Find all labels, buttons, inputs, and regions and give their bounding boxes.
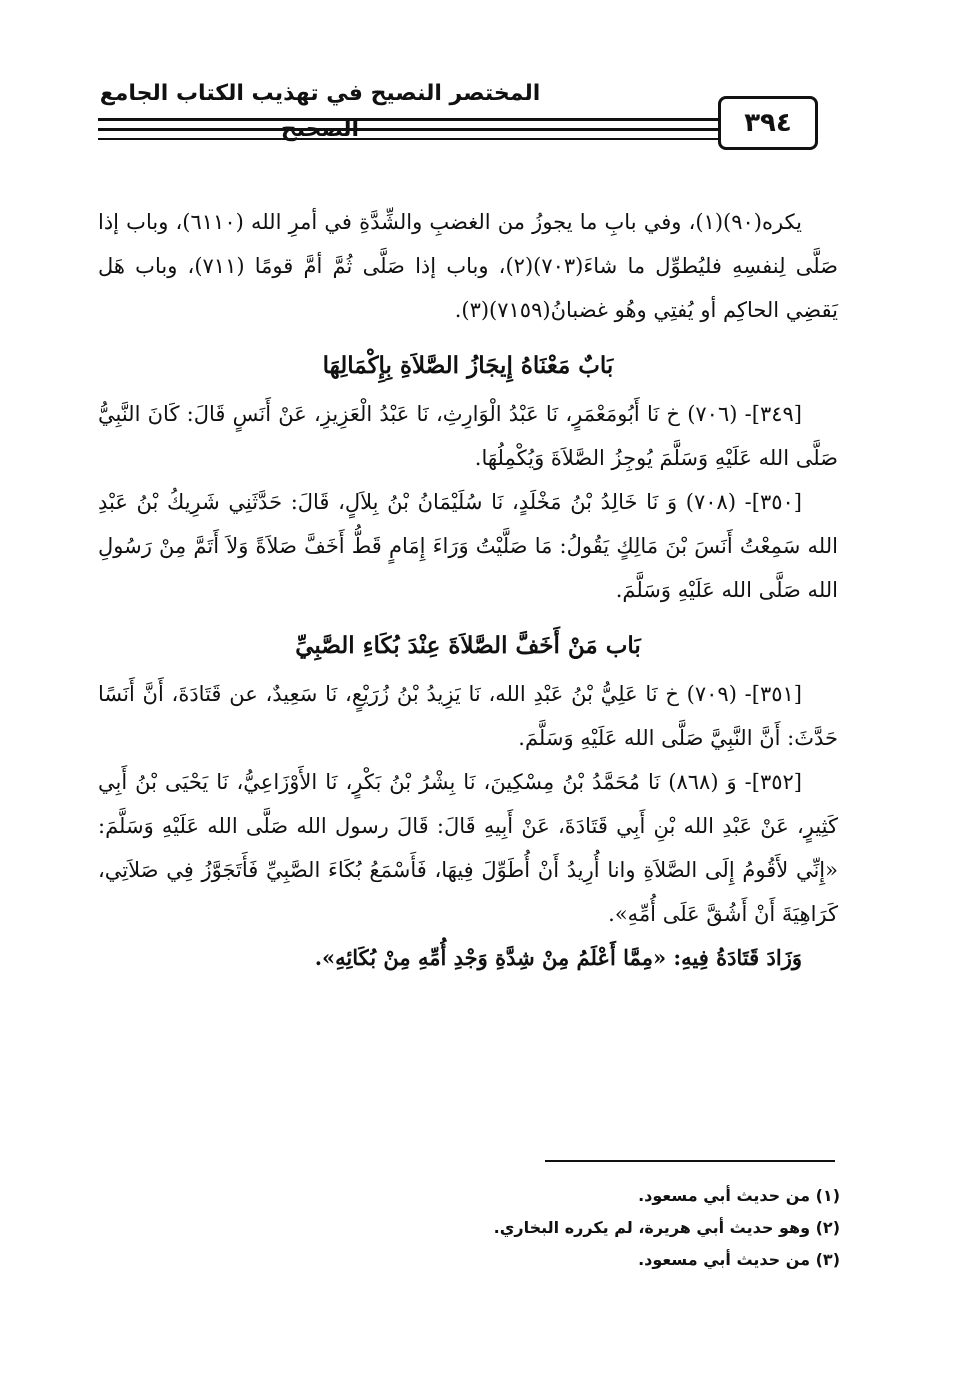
- header-rule: [98, 118, 720, 121]
- intro-paragraph: يكره(٩٠)(١)، وفي بابِ ما يجوزُ من الغضبِ والشِّدَّةِ في أمرِ الله (٦١١٠)، وباب إذا صَلَّى لِنفسِهِ فليُطوِّل ما شاءَ(٧٠٣)(٢)، وباب إذا صَلَّى ثُمَّ أمَّ قومًا (٧١١)، وباب هَل يَقضِي الحاكِم أو يُفتِي وهُو غضبانُ(٧١٥٩)(٣).: [98, 210, 839, 322]
- hadith-paragraph: وَزَادَ قَتَادَةُ فِيهِ: «مِمَّا أَعْلَمُ مِنْ شِدَّةِ وَجْدِ أُمِّهِ مِنْ بُكَائِهِ».: [314, 945, 802, 970]
- footnote-separator: [545, 1160, 835, 1162]
- page-number: ٣٩٤: [718, 96, 818, 150]
- footnotes: [420, 1180, 840, 1276]
- running-title: المختصر النصيح في تهذيب الكتاب الجامع الصحيح: [99, 81, 541, 142]
- header-rule: [98, 138, 720, 140]
- section-heading: بَاب مَنْ أَخَفَّ الصَّلاَةَ عِنْدَ بُكَاءِ الصَّبِيِّ: [295, 632, 641, 659]
- hadith-paragraph: [٣٤٩]- (٧٠٦) خ نَا أَبُومَعْمَرٍ، نَا عَبْدُ الْوَارِثِ، نَا عَبْدُ الْعَزِيزِ، عَنْ أَنَسٍ قَالَ: كَانَ النَّبِيُّ صَلَّى الله عَلَيْهِ وَسَلَّمَ يُوجِزُ الصَّلاَةَ وَيُكْمِلُهَا.: [98, 402, 838, 470]
- footnote: (١) من حديث أبي مسعود.: [638, 1186, 840, 1205]
- hadith-paragraph: [٣٥٠]- (٧٠٨) وَ نَا خَالِدُ بْنُ مَخْلَدٍ، نَا سُلَيْمَانُ بْنُ بِلاَلٍ، قَالَ: حَدَّثَنِي شَرِيكُ بْنُ عَبْدِ الله سَمِعْتُ أَنَسَ بْنَ مَالِكٍ يَقُولُ: مَا صَلَّيْتُ وَرَاءَ إِمَامٍ قَطُّ أَخَفَّ صَلاَةً وَلاَ أَتَمَّ مِنْ رَسُولِ الله صَلَّى الله عَلَيْهِ وَسَلَّمَ.: [98, 490, 838, 602]
- footnote: (٢) وهو حديث أبي هريرة، لم يكرره البخاري.: [493, 1218, 840, 1237]
- header-rule: [98, 128, 720, 131]
- hadith-paragraph: [٣٥٢]- وَ (٨٦٨) نَا مُحَمَّدُ بْنُ مِسْكِينَ، نَا بِشْرُ بْنُ بَكْرٍ، نَا الأَوْزَاعِيُّ، نَا يَحْيَى بْنُ أَبِي كَثِيرٍ، عَنْ عَبْدِ الله بْنِ أَبِي قَتَادَةَ، عَنْ أَبِيهِ قَالَ: قَالَ رسول الله صَلَّى الله عَلَيْهِ وَسَلَّمَ: «إِنِّي لأَقُومُ إِلَى الصَّلاَةِ وانا أُرِيدُ أَنْ أُطَوِّلَ فِيهَا، فَأَسْمَعُ بُكَاءَ الصَّبِيِّ فَأَتَجَوَّزُ فِي صَلاَتِي، كَرَاهِيَةَ أَنْ أَشُقَّ عَلَى أُمِّهِ».: [98, 770, 838, 926]
- section-heading: بَابٌ مَعْنَاهُ إِيجَازُ الصَّلاَةِ بِإِكْمَالِهَا: [322, 352, 614, 379]
- main-text: [98, 200, 838, 980]
- footnote: (٣) من حديث أبي مسعود.: [638, 1250, 840, 1269]
- hadith-paragraph: [٣٥١]- (٧٠٩) خ نَا عَلِيُّ بْنُ عَبْدِ الله، نَا يَزِيدُ بْنُ زُرَيْعٍ، نَا سَعِيدٌ، عن قَتَادَةَ، أَنَّ أَنَسًا حَدَّثَ: أَنَّ النَّبِيَّ صَلَّى الله عَلَيْهِ وَسَلَّمَ.: [98, 682, 838, 750]
